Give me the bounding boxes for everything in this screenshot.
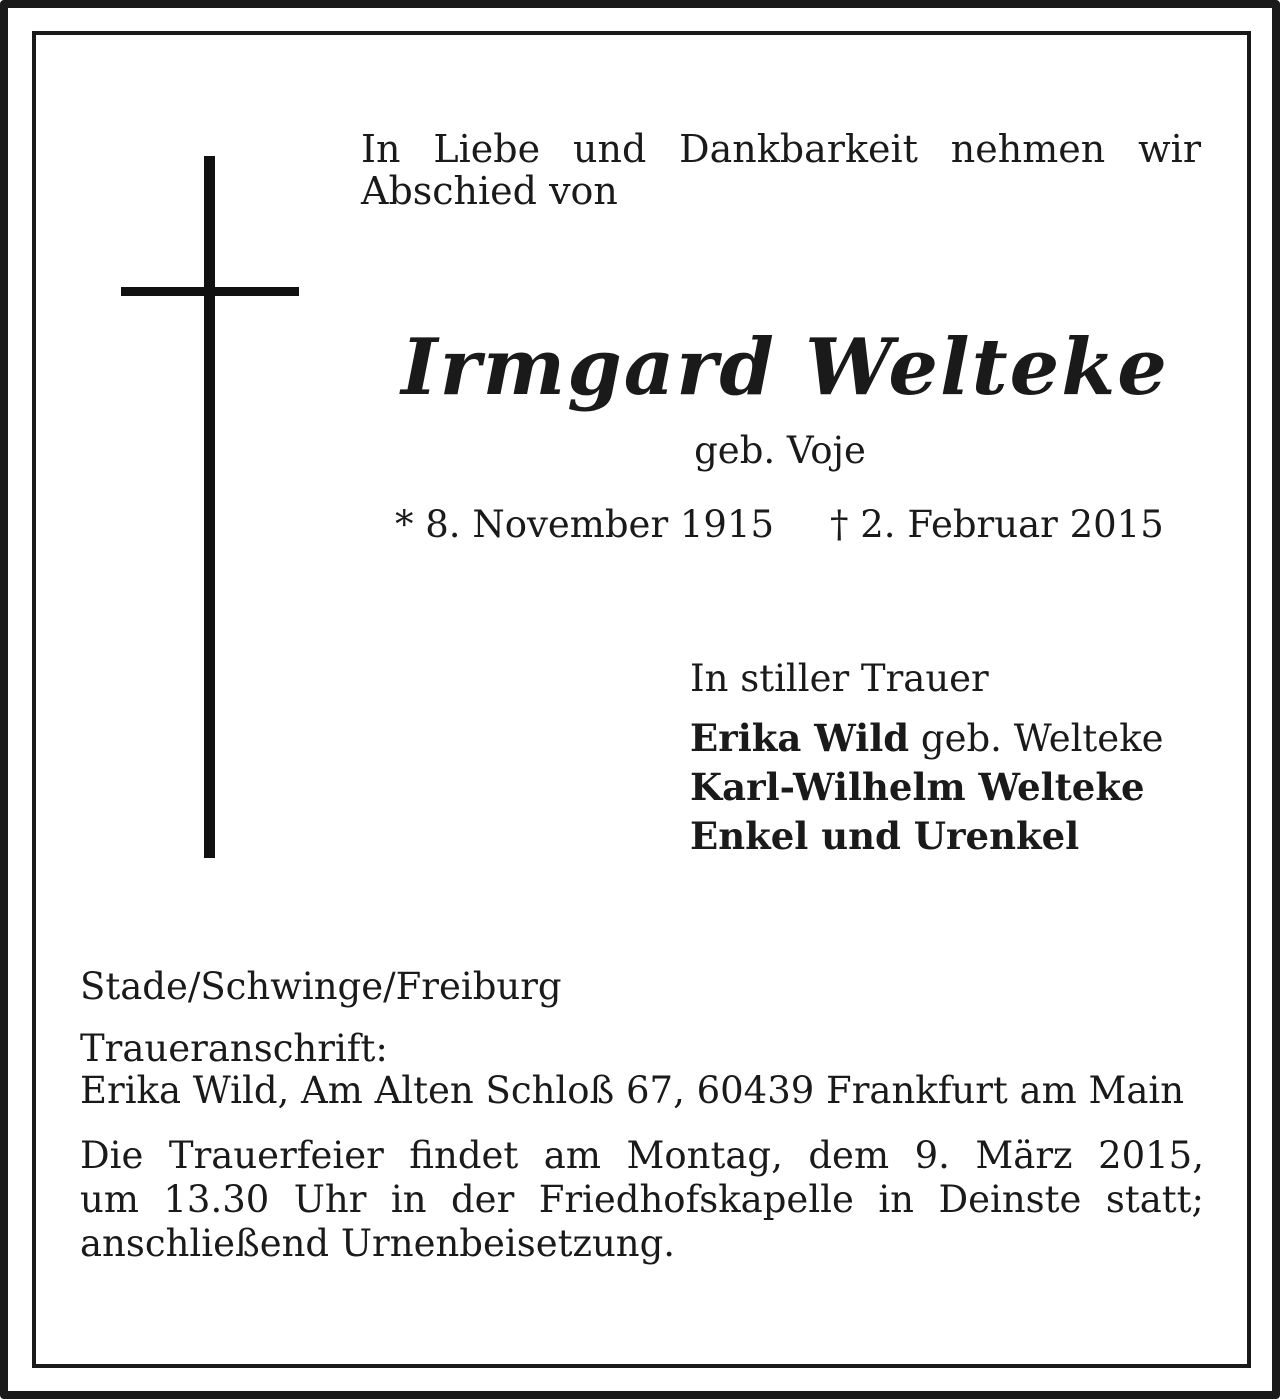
deceased-name: Irmgard Welteke — [401, 322, 1169, 413]
mourners-block — [690, 656, 1230, 861]
intro-line-1: In Liebe und Dankbarkeit nehmen wir — [361, 127, 1201, 171]
mourner-2-name: Karl-Wilhelm Welteke — [690, 765, 1145, 809]
ceremony-line-1: Die Trauerfeier findet am Montag, dem 9. März 2015, — [80, 1134, 1204, 1177]
place-names: Stade/Schwinge/Freiburg — [80, 965, 562, 1008]
death-date: † 2. Februar 2015 — [830, 503, 1164, 546]
intro-text — [361, 128, 1201, 212]
ceremony-line-2: um 13.30 Uhr in der Friedhofskapelle in Deinste statt; — [80, 1178, 1204, 1221]
mourner-3-name: Enkel und Urenkel — [690, 814, 1080, 858]
mourner-row-2 — [690, 763, 1230, 812]
cross-horizontal-beam — [121, 287, 299, 296]
birth-date: * 8. November 1915 — [395, 503, 775, 546]
mourners-heading: In stiller Trauer — [690, 657, 989, 700]
address-label: Traueranschrift: — [80, 1027, 388, 1070]
cross-vertical-beam — [204, 156, 215, 858]
ceremony-line-3: anschließend Urnenbeisetzung. — [80, 1222, 676, 1265]
condolence-address — [80, 1028, 1210, 1112]
mourner-1-name: Erika Wild — [690, 716, 910, 760]
ceremony-info — [80, 1134, 1204, 1266]
mourner-1-suffix: geb. Welteke — [909, 717, 1164, 760]
address-text: Erika Wild, Am Alten Schloß 67, 60439 Frankfurt am Main — [80, 1069, 1185, 1112]
intro-line-2: Abschied von — [361, 169, 618, 213]
mourner-row-3 — [690, 812, 1230, 861]
mourner-row-1 — [690, 714, 1230, 763]
maiden-name: geb. Voje — [694, 429, 866, 472]
